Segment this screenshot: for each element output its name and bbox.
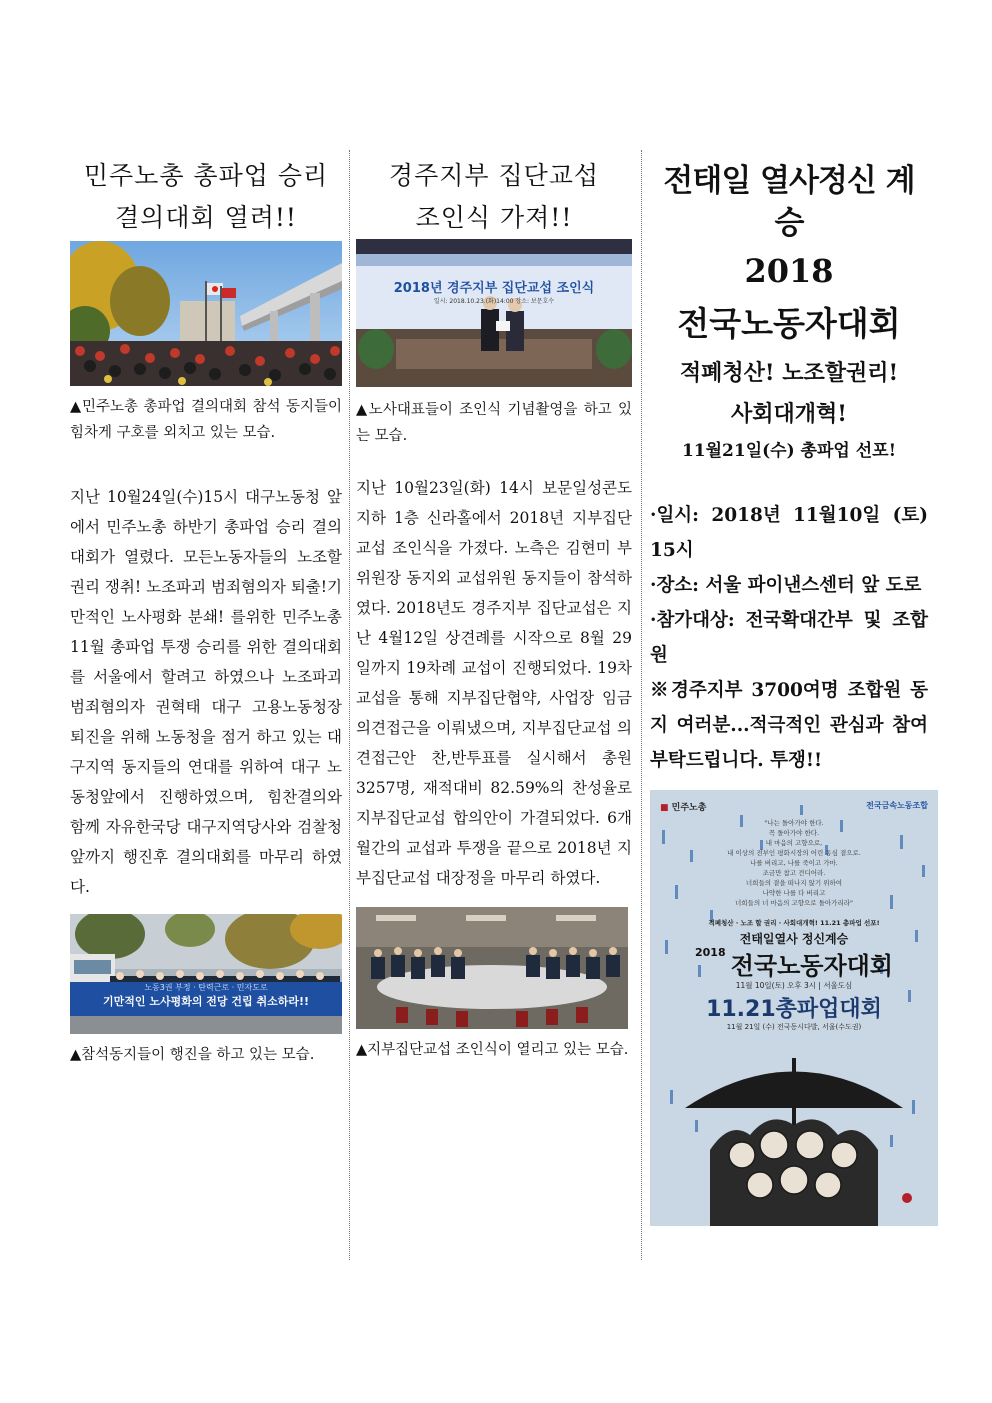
event-date bbox=[650, 498, 928, 568]
signing-banner-title: 2018년 경주지부 집단교섭 조인식 bbox=[393, 281, 595, 296]
article-agreement-headline bbox=[356, 155, 632, 239]
poster-poem bbox=[670, 818, 918, 908]
rally-poster bbox=[650, 790, 938, 1226]
event-target-label: ·참가대상: bbox=[650, 610, 735, 631]
poster-year: 2018 bbox=[694, 946, 726, 959]
poem-line: 내 이상의 전부인 평화시장의 어린 동심 곁으로. bbox=[727, 849, 861, 857]
rally-announcement bbox=[650, 160, 928, 1226]
poster-strike-title: 11.21총파업대회 bbox=[706, 997, 882, 1022]
march-photo-caption: ▲참석동지들이 행진을 하고 있는 모습. bbox=[70, 1047, 315, 1063]
poem-line: "나는 돌아가야 한다. bbox=[764, 819, 824, 827]
event-place-label: ·장소: bbox=[650, 575, 700, 596]
signing-photo bbox=[356, 239, 632, 387]
rally-photo-caption: ▲민주노총 총파업 결의대회 참석 동지들이 힘차게 구호를 외치고 있는 모습. bbox=[70, 399, 342, 441]
poem-line: 너희들의 너 마음의 고향으로 돌아가리라" bbox=[735, 899, 853, 907]
march-banner-text bbox=[70, 982, 342, 1016]
signing-banner-sub: 일시: 2018.10.23.(화)14:00 장소: 보문호수 bbox=[433, 298, 555, 305]
headline-line-2: 결의대회 열려!! bbox=[115, 203, 297, 232]
column-divider-2 bbox=[641, 150, 642, 1260]
agreement-article-body: 지난 10월23일(화) 14시 보문일성콘도 지하 1층 신라홀에서 2018년 지부집단교섭 조인식을 가졌다. 노측은 김현미 부위원장 동지외 교섭위원 동지들이 참석하였다. 2018년도 경주지부 집단교섭은 지난 4월12일 상견례를 시작으로 8월 29일까지 19차례 교섭이 진행되었다. 19차 교섭을 통해 지부집단협약, 사업장 임금 의견접근을 이뤄냈으며, 지부집단교섭 의견접근안 찬,반투표를 실시해서 총원 3257명, 재적대비 82.59%의 찬성율로 지부집단교섭 합의안이 가결되었다. 6개월간의 교섭과 투쟁을 끝으로 2018년 지부집단교섭 대장정을 마무리 하였다. bbox=[356, 479, 632, 887]
event-date-value: 2018년 11월10일 (토) 15시 bbox=[650, 505, 928, 561]
event-note: ※경주지부 3700여명 조합원 동지 여러분...적극적인 관심과 참여 부탁드립니다. 투쟁!! bbox=[650, 680, 928, 771]
article-rally-headline bbox=[70, 155, 342, 239]
headline-line-1: 경주지부 집단교섭 bbox=[388, 161, 600, 190]
event-target bbox=[650, 603, 928, 673]
poster-org-right: 전국금속노동조합 bbox=[866, 801, 928, 810]
event-details bbox=[650, 498, 928, 778]
poster-heritage: 전태일열사 정신계승 bbox=[739, 932, 849, 946]
poster-org-left-logo-icon: ■ bbox=[660, 803, 669, 813]
event-target-value: 전국확대간부 및 조합원 bbox=[650, 610, 928, 666]
negotiation-photo bbox=[356, 907, 628, 1029]
march-banner-line-2: 기만적인 노사평화의 전당 건립 취소하라!! bbox=[103, 995, 309, 1008]
poster-main-title bbox=[650, 946, 938, 981]
poster-date-line: 11월 10일(토) 오후 3시 | 서울도심 bbox=[735, 981, 853, 990]
poem-line: 너희들의 곁을 떠나지 않기 위하여 bbox=[745, 879, 843, 887]
rally-photo-image bbox=[70, 241, 342, 386]
column-divider-1 bbox=[349, 150, 350, 1260]
march-photo-image bbox=[70, 914, 342, 1034]
rally-photo bbox=[70, 241, 342, 386]
poster-sub-slogan: 적폐청산 · 노조 할 권리 · 사회대개혁! 11.21 총파업 선포! bbox=[708, 919, 880, 927]
poster-org-left-label: 민주노총 bbox=[671, 803, 707, 813]
announcement-title-line-2: 전국노동자대회 bbox=[677, 304, 901, 343]
event-place-value: 서울 파이낸스센터 앞 도로 bbox=[705, 575, 922, 596]
announcement-slogan-1: 적폐청산! 노조할권리! bbox=[679, 360, 899, 386]
announcement-year: 2018 bbox=[744, 252, 834, 290]
poem-line: 나약한 나를 다 버리고 bbox=[762, 889, 826, 897]
poem-line: 나를 버리고, 나를 죽이고 가마. bbox=[750, 859, 838, 867]
poem-line: 내 마음의 고향으로, bbox=[765, 839, 823, 847]
announcement-slogan-3: 11월21일(수) 총파업 선포! bbox=[681, 441, 897, 461]
march-photo bbox=[70, 914, 342, 1034]
signing-photo-image bbox=[356, 239, 632, 387]
poster-org-left bbox=[660, 800, 706, 813]
event-date-label: ·일시: bbox=[650, 505, 700, 526]
march-banner-line-1: 노동3권 부정 · 탄력근로 · 민자도로 bbox=[144, 983, 268, 992]
headline-line-2: 조인식 가져!! bbox=[415, 203, 573, 232]
announcement-slogan-2: 사회대개혁! bbox=[731, 401, 847, 427]
poster-strike-line: 11월 21일 (수) 전국동시다발, 서울(수도권) bbox=[726, 1023, 862, 1031]
poem-line: 조금만 참고 견디어라. bbox=[762, 869, 826, 877]
headline-line-1: 민주노총 총파업 승리 bbox=[83, 161, 329, 190]
article-rally bbox=[70, 155, 342, 1068]
negotiation-photo-caption: ▲지부집단교섭 조인식이 열리고 있는 모습. bbox=[356, 1042, 629, 1058]
poem-line: 꼭 돌아가야 한다. bbox=[768, 829, 820, 837]
signing-photo-caption: ▲노사대표들이 조인식 기념촬영을 하고 있는 모습. bbox=[356, 402, 632, 444]
announcement-title-line-1: 전태일 열사정신 계승 bbox=[663, 163, 915, 241]
poster-main: 전국노동자대회 bbox=[730, 952, 893, 980]
article-agreement bbox=[356, 155, 632, 1063]
event-place bbox=[650, 568, 928, 603]
rally-article-body: 지난 10월24일(수)15시 대구노동청 앞에서 민주노총 하반기 총파업 승리 결의대회가 열렸다. 모든노동자들의 노조할권리 쟁취! 노조파괴 범죄혐의자 퇴출!기만적인 노사평화 분쇄! 를위한 민주노총 11월 총파업 투쟁 승리를 위한 결의대회를 서울에서 할려고 하였으나 노조파괴 범죄혐의자 권혁태 대구 고용노동청장 퇴진을 위해 노동청을 점거 하고 있는 대구지역 동지들의 연대를 위하여 대구 노동청앞에서 진행하였으며, 힘찬결의와 함께 자유한국당 대구지역당사와 검찰청 앞까지 행진후 결의대회를 마무리 하였다. bbox=[70, 488, 342, 896]
negotiation-photo-image bbox=[356, 907, 628, 1029]
